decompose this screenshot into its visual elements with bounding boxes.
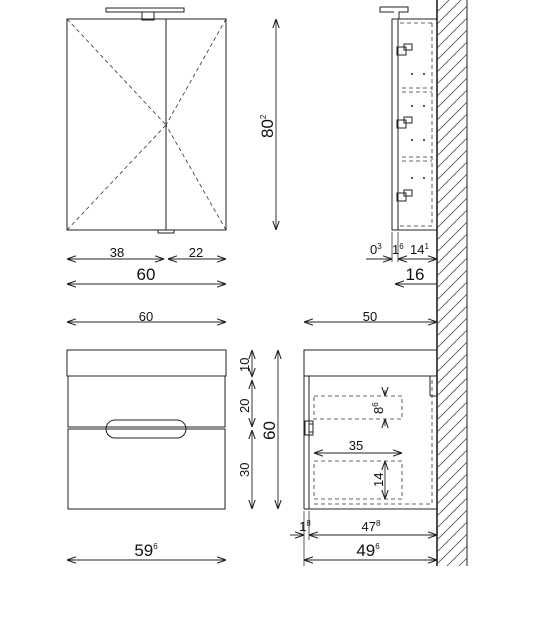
hatch-line — [437, 150, 467, 180]
hatch-line — [437, 222, 467, 252]
hatch-line — [437, 498, 467, 528]
dim-vanity-bottom-width: $59^6$ — [134, 541, 158, 560]
mirror-cabinet-front — [67, 8, 226, 233]
dim-inner-h-upper: $8^6$ — [371, 402, 386, 414]
dim-vanity-h-bot: 30 — [237, 462, 252, 477]
hatch-line — [437, 6, 467, 36]
hatch-line — [437, 426, 467, 456]
dim-vanity-h-total: 60 — [260, 421, 279, 440]
hatch-line — [437, 54, 467, 84]
hatch-line — [437, 126, 467, 156]
dim-drawer-depth: 35 — [348, 438, 364, 453]
hatch-line — [437, 42, 467, 72]
dim-height-mirror: $80^2$ — [258, 114, 277, 138]
dim-vanity-top-width: 60 — [138, 309, 154, 324]
mirror-cabinet-side — [380, 7, 437, 230]
dim-vanity-depth-top: 50 — [362, 309, 378, 324]
hatch-line — [437, 510, 467, 540]
hatch-line — [437, 522, 467, 552]
dim-width-total: 60 — [136, 265, 156, 284]
hatch-line — [437, 18, 467, 48]
hatch-line — [437, 390, 467, 420]
hatch-line — [437, 450, 467, 480]
hatch-line — [437, 30, 467, 60]
hatch-line — [437, 366, 467, 396]
hatch-line — [437, 0, 449, 12]
hatch-line — [437, 438, 467, 468]
hatch-line — [437, 462, 467, 492]
dim-vanity-body-depth: $47^8$ — [361, 519, 381, 534]
hatch-line — [437, 294, 467, 324]
hatch-line — [437, 258, 467, 288]
hatch-line — [437, 246, 467, 276]
hatch-line — [437, 486, 467, 516]
hatch-line — [437, 198, 467, 228]
hatch-line — [437, 174, 467, 204]
dim-depth-front-gap: $0^3$ — [370, 242, 382, 257]
dim-vanity-h-mid: 20 — [237, 398, 252, 413]
vanity-unit-front — [67, 350, 226, 509]
hatch-line — [437, 378, 467, 408]
dim-inner-h-lower: 14 — [371, 472, 386, 487]
wall-hatching — [437, 0, 467, 566]
dim-width-left: 38 — [109, 245, 125, 260]
hatch-line — [437, 330, 467, 360]
dim-vanity-gap: $1^8$ — [299, 519, 311, 534]
hatch-line — [437, 414, 467, 444]
dim-vanity-total-depth: $49^6$ — [356, 541, 380, 560]
hatch-line — [437, 138, 467, 168]
dim-width-right: 22 — [188, 245, 204, 260]
hatch-line — [437, 306, 467, 336]
dim-depth-body: $14^1$ — [410, 242, 429, 257]
hatch-line — [437, 282, 467, 312]
hatch-line — [437, 66, 467, 96]
hatch-line — [437, 342, 467, 372]
hatch-line — [437, 102, 467, 132]
hatch-line — [437, 234, 467, 264]
hatch-line — [459, 558, 467, 566]
hatch-line — [437, 474, 467, 504]
hatch-line — [437, 114, 467, 144]
hatch-line — [437, 210, 467, 240]
dim-vanity-h-top: 10 — [237, 357, 252, 372]
hatch-line — [437, 402, 467, 432]
hatch-line — [437, 354, 467, 384]
hatch-line — [437, 78, 467, 108]
dim-depth-door: $1^6$ — [392, 242, 404, 257]
dimension-mirror-depths — [366, 232, 437, 284]
hatch-line — [437, 186, 467, 216]
hatch-line — [437, 162, 467, 192]
hatch-line — [437, 534, 467, 564]
hatch-line — [437, 90, 467, 120]
hatch-line — [437, 270, 467, 300]
hatch-line — [447, 546, 467, 566]
hatch-line — [437, 318, 467, 348]
hatch-line — [437, 0, 461, 24]
dim-depth-total: 16 — [405, 265, 425, 284]
